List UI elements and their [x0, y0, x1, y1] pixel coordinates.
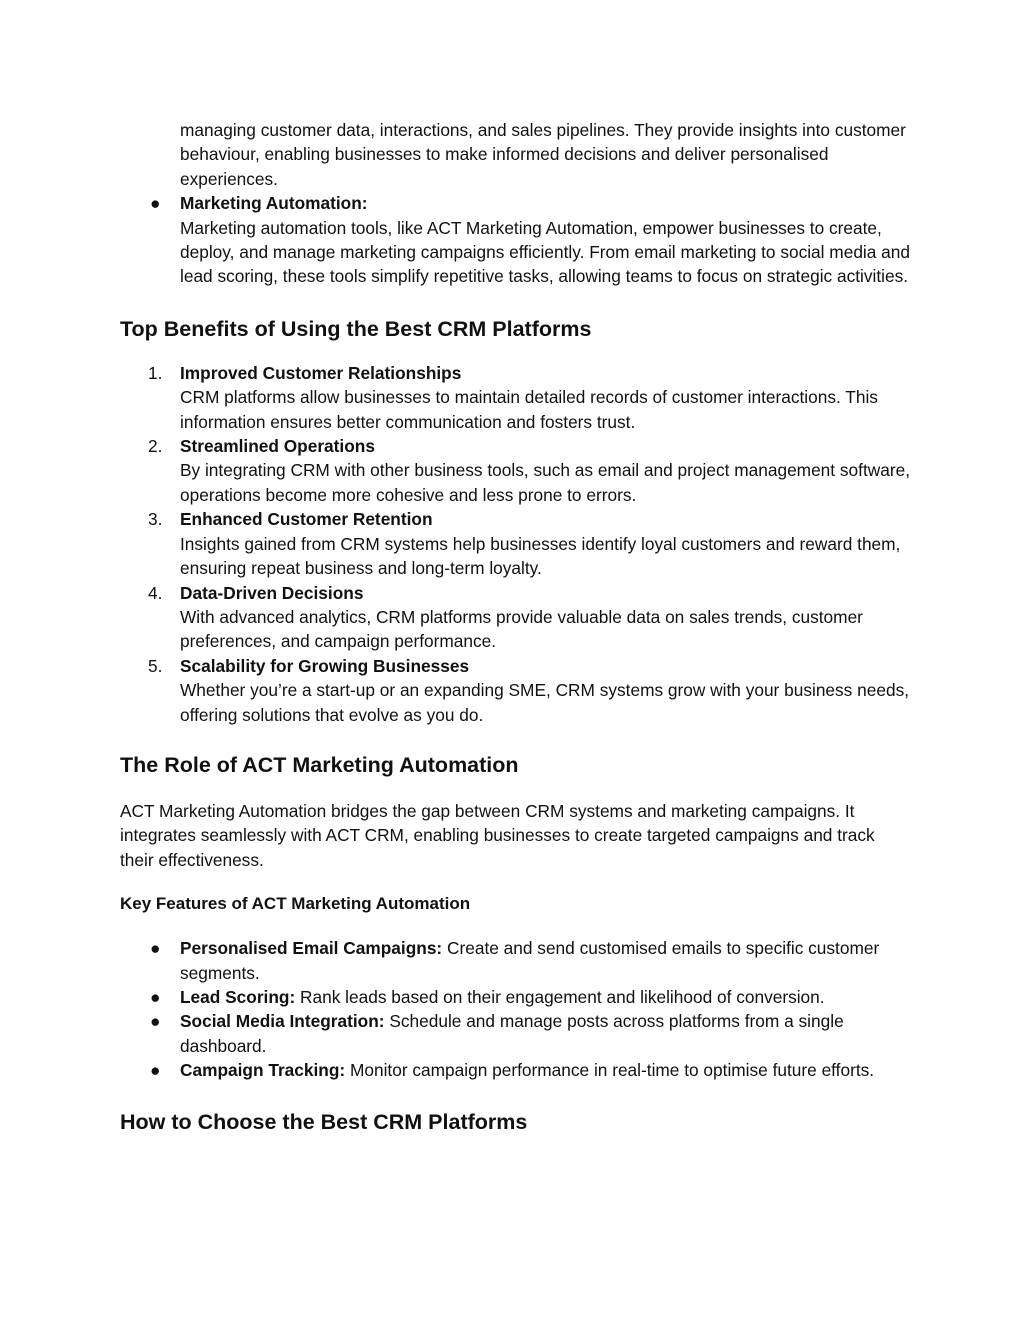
- feature-item-email: [120, 936, 910, 985]
- list-item: [120, 118, 910, 191]
- document-page: [120, 118, 910, 1136]
- benefit-item-4: [120, 581, 910, 654]
- benefits-list: [120, 361, 910, 727]
- benefit-text: Whether you’re a start-up or an expanding SME, CRM systems grow with your business needs, offering solutions that evolve as you do.: [180, 680, 910, 725]
- bullet-marker: ●: [150, 938, 161, 959]
- bullet-marker: ●: [150, 986, 161, 1007]
- benefit-item-5: [120, 654, 910, 727]
- benefit-title: Improved Customer Relationships: [180, 362, 462, 383]
- feature-text: Create and send customised emails to specific customer segments.: [180, 938, 880, 983]
- bullet-marker: ●: [150, 193, 161, 214]
- feature-title: Campaign Tracking:: [180, 1060, 346, 1081]
- feature-text: Schedule and manage posts across platforms from a single dashboard.: [180, 1011, 844, 1056]
- benefit-title: Data-Driven Decisions: [180, 582, 364, 603]
- benefit-item-3: [120, 507, 910, 580]
- intro-bullet-list: [120, 118, 910, 289]
- list-item: [120, 191, 910, 289]
- intro-continuation-text: managing customer data, interactions, and sales pipelines. They provide insights into customer behaviour, enabling businesses to make informed decisions and deliver personalised experiences.: [180, 120, 906, 189]
- feature-text: Monitor campaign performance in real-time to optimise future efforts.: [345, 1060, 875, 1081]
- marketing-automation-text: Marketing automation tools, like ACT Marketing Automation, empower businesses to create, deploy, and manage marketing campaigns efficiently. From email marketing to social media and lead scoring, these tools simplify repetitive tasks, allowing teams to focus on strategic activities.: [180, 217, 911, 287]
- benefit-item-2: [120, 434, 910, 507]
- feature-item-lead-scoring: [120, 985, 910, 1009]
- bullet-marker: ●: [150, 1011, 161, 1032]
- benefit-text: Insights gained from CRM systems help businesses identify loyal customers and reward them, ensuring repeat business and long-term loyalty.: [180, 533, 901, 579]
- choose-heading: How to Choose the Best CRM Platforms: [120, 1109, 528, 1134]
- feature-title: Personalised Email Campaigns:: [180, 938, 443, 959]
- bullet-marker: ●: [150, 1060, 161, 1081]
- feature-item-social-media: [120, 1009, 910, 1058]
- benefit-text: CRM platforms allow businesses to maintain detailed records of customer interactions. This information ensures better communication and fosters trust.: [180, 387, 878, 432]
- key-features-list: [120, 936, 910, 1082]
- feature-text: Rank leads based on their engagement and likelihood of conversion.: [295, 986, 825, 1007]
- benefit-title: Scalability for Growing Businesses: [180, 655, 470, 676]
- key-features-heading: Key Features of ACT Marketing Automation: [120, 894, 471, 914]
- benefit-text: By integrating CRM with other business tools, such as email and project management software, operations become more cohesive and less prone to errors.: [180, 460, 911, 505]
- feature-title: Social Media Integration:: [180, 1011, 385, 1032]
- list-number: 1.: [148, 362, 163, 383]
- benefits-heading: Top Benefits of Using the Best CRM Platforms: [120, 316, 592, 341]
- act-role-paragraph: ACT Marketing Automation bridges the gap between CRM systems and marketing campaigns. It integrates seamlessly with ACT CRM, enabling businesses to create targeted campaigns and track their effectiveness.: [120, 800, 875, 870]
- benefit-title: Enhanced Customer Retention: [180, 509, 433, 530]
- benefit-item-1: [120, 361, 910, 434]
- list-number: 2.: [148, 436, 163, 457]
- act-role-heading: The Role of ACT Marketing Automation: [120, 752, 519, 777]
- feature-title: Lead Scoring:: [180, 986, 296, 1007]
- feature-item-campaign-tracking: [120, 1058, 910, 1082]
- list-number: 5.: [148, 655, 163, 676]
- benefit-title: Streamlined Operations: [180, 436, 375, 457]
- list-number: 3.: [148, 509, 163, 530]
- list-number: 4.: [148, 582, 163, 603]
- benefit-text: With advanced analytics, CRM platforms provide valuable data on sales trends, customer preferences, and campaign performance.: [180, 606, 863, 652]
- marketing-automation-title: Marketing Automation:: [180, 193, 368, 214]
